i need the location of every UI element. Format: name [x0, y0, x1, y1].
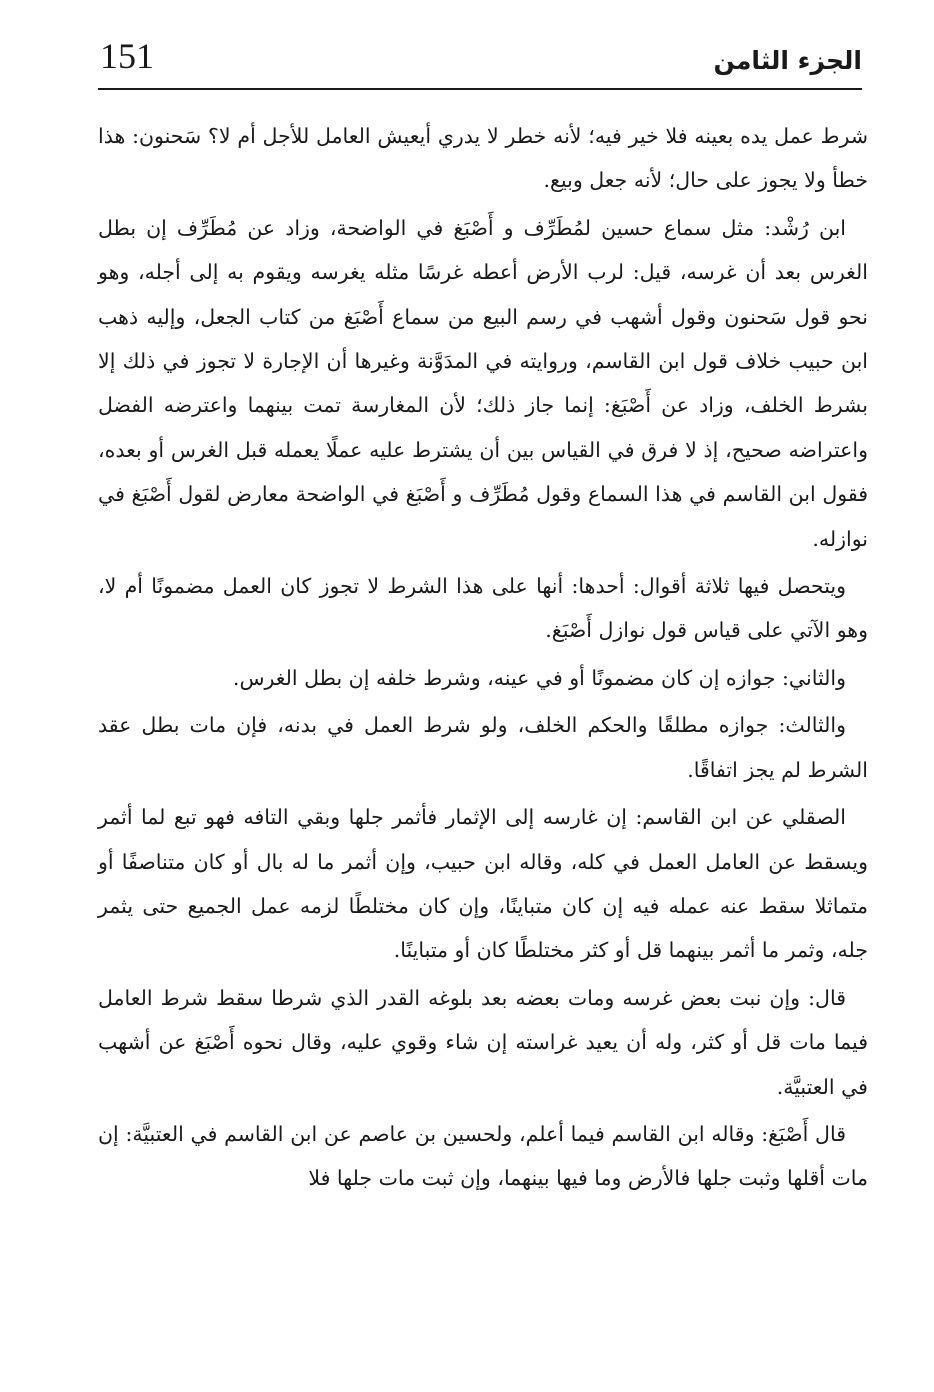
paragraph: قال: وإن نبت بعض غرسه ومات بعضه بعد بلوغه القدر الذي شرطا سقط شرط العامل فيما مات قل أو كثر، وله أن يعيد غراسته إن شاء وقوي عليه، وقال نحوه أَصْبَغ عن أشهب في العتبيَّة. [98, 985, 868, 1099]
paragraph: شرط عمل يده بعينه فلا خير فيه؛ لأنه خطر لا يدري أيعيش العامل للأجل أم لا؟ سَحنون: هذا خطأ ولا يجوز على حال؛ لأنه جعل وبيع. [98, 124, 868, 193]
running-title: الجزء الثامن [713, 46, 862, 75]
page-body [98, 114, 868, 1204]
page-header [98, 32, 862, 98]
paragraph: الصقلي عن ابن القاسم: إن غارسه إلى الإثمار فأثمر جلها وبقي التافه فهو تبع لما أثمر ويسقط عن العامل العمل في كله، وقاله ابن حبيب، وإن أثمر ما له بال أو كان متناصفًا أو متماثلا سقط عنه عمله فيه إن كان متباينًا، وإن كان مختلطًا لزمه عمل الجميع حتى يثمر جله، وثمر ما أثمر بينهما قل أو كثر مختلطًا كان أو متباينًا. [98, 805, 868, 963]
page-number: 151 [100, 36, 154, 76]
paragraph: ابن رُشْد: مثل سماع حسين لمُطَرِّف و أَصْبَغ في الواضحة، وزاد عن مُطَرِّف إن بطل الغرس بعد أن غرسه، قيل: لرب الأرض أعطه غرسًا مثله يغرسه ويقوم به إلى أجله، وهو نحو قول سَحنون وقول أشهب في رسم البيع من سماع أَصْبَغ من كتاب الجعل، وإليه ذهب ابن حبيب خلاف قول ابن القاسم، وروايته في المدَوَّنة وغيرها أن الإجارة لا تجوز في ذلك إلا بشرط الخلف، وزاد عن أَصْبَغ: إنما جاز ذلك؛ لأن المغارسة تمت بينهما واعترضه الفضل واعتراضه صحيح، إذ لا فرق في القياس بين أن يشترط عليه عملًا يعمله قبل الغرس أو بعده، فقول ابن القاسم في هذا السماع وقول مُطَرِّف و أَصْبَغ في الواضحة معارض لقول أَصْبَغ في نوازله. [98, 215, 868, 551]
paragraph: ويتحصل فيها ثلاثة أقوال: أحدها: أنها على هذا الشرط لا تجوز كان العمل مضمونًا أم لا، وهو الآتي على قياس قول نوازل أَصْبَغ. [98, 574, 868, 643]
paragraph: والثالث: جوازه مطلقًا والحكم الخلف، ولو شرط العمل في بدنه، فإن مات بطل عقد الشرط لم يجز اتفاقًا. [98, 713, 868, 782]
paragraph: والثاني: جوازه إن كان مضمونًا أو في عينه، وشرط خلفه إن بطل الغرس. [232, 665, 846, 690]
header-rule [98, 88, 862, 90]
paragraph: قال أَصْبَغ: وقاله ابن القاسم فيما أعلم، ولحسين بن عاصم عن ابن القاسم في العتبيَّة: إن مات أقلها وثبت جلها فالأرض وما فيها بينهما، وإن ثبت مات جلها فلا [98, 1121, 868, 1191]
